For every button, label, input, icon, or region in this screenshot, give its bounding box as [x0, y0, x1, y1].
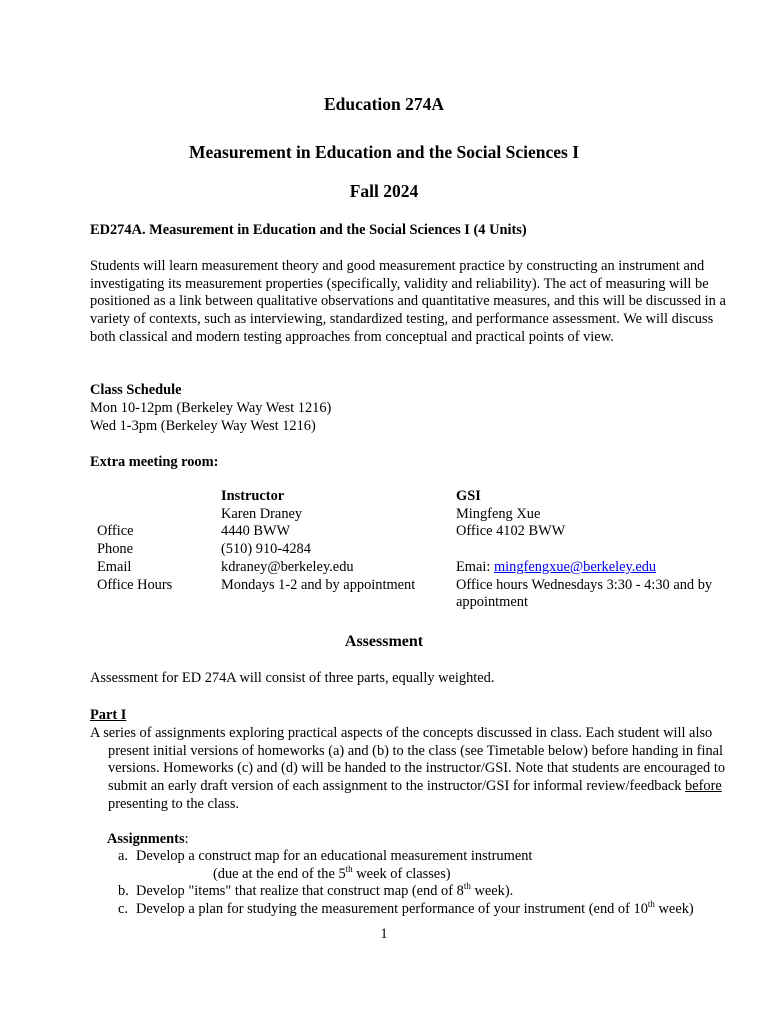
- assignment-a-text: Develop a construct map for an educational measurement instrument: [136, 848, 533, 864]
- list-item: [118, 848, 738, 883]
- instructor-header: Instructor: [221, 488, 285, 504]
- catalog-heading: ED274A. Measurement in Education and the Social Sciences I (4 Units): [90, 222, 527, 238]
- part1-text: [90, 725, 750, 814]
- row-label-phone: Phone: [97, 541, 133, 558]
- gsi-email-cell: [456, 559, 726, 577]
- assignments-list: [118, 848, 738, 919]
- gsi-name: Mingfeng Xue: [456, 505, 541, 522]
- part1-text-main: A series of assignments exploring practical aspects of the concepts discussed in class. Each student will also present initial versions of homeworks (a) and (b) to the class (see Timetable below) before handing in final versions. Homeworks (c) and (d) will be handed to the instructor/GSI. Note that students are encouraged to submit an early draft version of each assignment to the instructor/GSI for informal review/feedback: [90, 725, 726, 795]
- page-number: 1: [380, 926, 388, 942]
- gsi-office-hours: Office hours Wednesdays 3:30 - 4:30 and by appointment: [456, 576, 713, 611]
- table-row: [90, 559, 726, 577]
- instructor-office-hours: Mondays 1-2 and by appointment: [221, 576, 416, 593]
- gsi-header: GSI: [456, 488, 481, 504]
- staff-table: [90, 488, 726, 612]
- row-label-office-hours: Office Hours: [97, 576, 173, 593]
- item-label: b.: [118, 883, 129, 900]
- schedule-line-2: Wed 1-3pm (Berkeley Way West 1216): [90, 418, 316, 434]
- item-label: c.: [118, 901, 128, 918]
- item-label: a.: [118, 848, 128, 864]
- assignment-c-text: Develop a plan for studying the measurement performance of your instrument (end of 10th week): [136, 899, 694, 918]
- course-description: Students will learn measurement theory and good measurement practice by constructing an instrument and investigating its measurement properties (specifically, validity and reliability). The act of measuring will be positioned as a link between qualitative observations and quantitative measures, and this will be discussed in a variety of contexts, such as interviewing, standardized testing, and performance assessment. We will discuss both classical and modern testing approaches from conceptual and practical points of view.: [90, 258, 726, 345]
- assignment-a-due: (due at the end of the 5th week of classes): [213, 863, 451, 882]
- part1-heading: Part I: [90, 707, 127, 723]
- table-row: [90, 577, 726, 612]
- course-number: Education 274A: [323, 94, 445, 114]
- part1-text-end: presenting to the class.: [108, 795, 240, 812]
- schedule-line-1: Mon 10-12pm (Berkeley Way West 1216): [90, 400, 332, 416]
- gsi-phone: [456, 541, 726, 559]
- list-item: [118, 901, 738, 919]
- assignment-b-text: Develop "items" that realize that construct map (end of 8th week).: [136, 881, 514, 900]
- instructor-name: Karen Draney: [221, 505, 303, 522]
- row-label-email: Email: [97, 558, 132, 575]
- term: Fall 2024: [349, 181, 419, 201]
- list-item: [118, 883, 738, 901]
- assignments-heading: Assignments:: [107, 831, 189, 847]
- schedule-heading: Class Schedule: [90, 382, 182, 398]
- table-row: [90, 506, 726, 524]
- gsi-email-prefix: Emai:: [456, 558, 494, 575]
- gsi-email-link[interactable]: mingfengxue@berkeley.edu: [493, 558, 657, 575]
- instructor-email: kdraney@berkeley.edu: [221, 558, 354, 575]
- instructor-phone: (510) 910-4284: [221, 541, 311, 558]
- course-title: Measurement in Education and the Social Sciences I: [188, 142, 580, 162]
- table-row: [90, 541, 726, 559]
- row-label-office: Office: [97, 523, 134, 540]
- gsi-office: Office 4102 BWW: [456, 523, 566, 540]
- part1-text-underlined: before: [685, 778, 722, 795]
- table-row: [90, 523, 726, 541]
- table-row: [90, 488, 726, 506]
- assessment-heading: Assessment: [344, 633, 424, 650]
- instructor-office: 4440 BWW: [221, 523, 291, 540]
- assessment-intro: Assessment for ED 274A will consist of three parts, equally weighted.: [90, 670, 495, 686]
- extra-room-label: Extra meeting room:: [90, 454, 219, 470]
